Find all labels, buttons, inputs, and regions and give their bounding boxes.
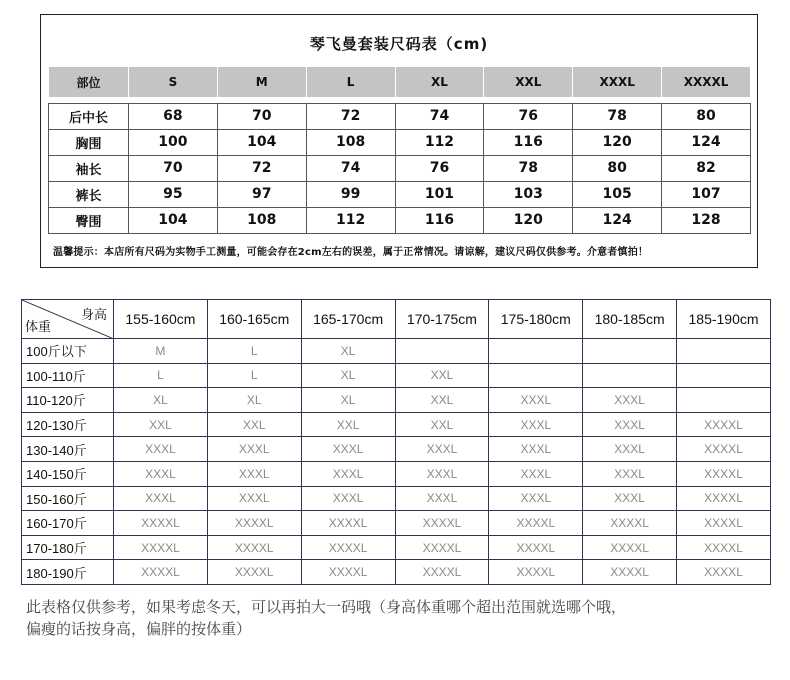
recommended-size-cell: XXXL	[489, 486, 583, 511]
recommended-size-cell: XXXL	[114, 486, 208, 511]
weight-label: 180-190斤	[22, 560, 114, 585]
size-value-cell: 124	[662, 129, 751, 155]
size-recommendation-table	[21, 299, 771, 585]
weight-label: 130-140斤	[22, 437, 114, 462]
size-row	[49, 155, 751, 181]
size-value-cell: 104	[217, 129, 306, 155]
size-value-cell: 108	[306, 129, 395, 155]
size-row-label: 臀围	[49, 207, 129, 233]
size-value-cell: 72	[306, 103, 395, 129]
size-value-cell: 120	[484, 207, 573, 233]
size-value-cell: 82	[662, 155, 751, 181]
recommended-size-cell: XXXXL	[677, 535, 771, 560]
size-value-cell: 80	[662, 103, 751, 129]
size-value-cell: 116	[484, 129, 573, 155]
recommended-size-cell: XXXL	[489, 461, 583, 486]
size-header-cell: L	[306, 67, 395, 97]
recommended-size-cell: XXXL	[395, 461, 489, 486]
size-value-cell: 108	[217, 207, 306, 233]
weight-row	[22, 437, 771, 462]
recommended-size-cell: XXL	[395, 388, 489, 413]
size-value-cell: 78	[573, 103, 662, 129]
recommended-size-cell	[677, 363, 771, 388]
footnote-line: 此表格仅供参考，如果考虑冬天，可以再拍大一码哦（身高体重哪个超出范围就选哪个哦，	[26, 598, 627, 616]
size-value-cell: 70	[217, 103, 306, 129]
size-row	[49, 129, 751, 155]
size-header-cell: XXXXL	[662, 67, 751, 97]
size-row	[49, 181, 751, 207]
size-header-label: 部位	[49, 67, 129, 97]
recommended-size-cell: L	[114, 363, 208, 388]
size-value-cell: 101	[395, 181, 484, 207]
recommended-size-cell: XXXL	[207, 437, 301, 462]
recommended-size-cell: XXXL	[583, 461, 677, 486]
recommended-size-cell: XXXL	[395, 486, 489, 511]
height-header-cell: 170-175cm	[395, 300, 489, 339]
recommended-size-cell: XXXL	[489, 388, 583, 413]
recommended-size-cell: XXXL	[583, 437, 677, 462]
weight-label: 140-150斤	[22, 461, 114, 486]
weight-row	[22, 412, 771, 437]
weight-label: 150-160斤	[22, 486, 114, 511]
recommended-size-cell: XXXXL	[489, 560, 583, 585]
size-value-cell: 100	[129, 129, 218, 155]
recommended-size-cell: XXXXL	[207, 511, 301, 536]
recommended-size-cell: XXL	[207, 412, 301, 437]
weight-row	[22, 486, 771, 511]
size-header-cell: XXXL	[573, 67, 662, 97]
recommended-size-cell: L	[207, 363, 301, 388]
recommended-size-cell: XXXXL	[114, 511, 208, 536]
size-chart-body	[49, 97, 751, 233]
recommended-size-cell: XL	[301, 388, 395, 413]
height-header-row	[22, 300, 771, 339]
weight-row	[22, 363, 771, 388]
size-header-row	[49, 67, 751, 97]
size-value-cell: 107	[662, 181, 751, 207]
recommended-size-cell: XXXL	[583, 388, 677, 413]
corner-height-label: 身高	[80, 307, 107, 322]
recommended-size-cell	[489, 339, 583, 364]
recommended-size-cell: XL	[301, 363, 395, 388]
size-value-cell: 116	[395, 207, 484, 233]
recommended-size-cell: XXXL	[583, 412, 677, 437]
recommended-size-cell: XXXXL	[395, 560, 489, 585]
size-value-cell: 103	[484, 181, 573, 207]
weight-label: 100-110斤	[22, 363, 114, 388]
recommended-size-cell: XXXXL	[677, 461, 771, 486]
recommended-size-cell: XL	[207, 388, 301, 413]
recommended-size-cell: XXXL	[114, 461, 208, 486]
height-header-cell: 165-170cm	[301, 300, 395, 339]
weight-label: 120-130斤	[22, 412, 114, 437]
height-header-cell: 180-185cm	[583, 300, 677, 339]
height-header-cell: 155-160cm	[114, 300, 208, 339]
size-value-cell: 95	[129, 181, 218, 207]
size-value-cell: 72	[217, 155, 306, 181]
recommended-size-cell: XXXXL	[583, 535, 677, 560]
size-row-label: 后中长	[49, 103, 129, 129]
weight-row	[22, 461, 771, 486]
recommended-size-cell	[583, 363, 677, 388]
size-header-cell: XL	[395, 67, 484, 97]
size-chart-title: 琴飞曼套装尺码表（cm)	[309, 35, 489, 53]
recommended-size-cell: XXL	[301, 412, 395, 437]
weight-row	[22, 535, 771, 560]
recommended-size-cell: XXXXL	[114, 535, 208, 560]
size-value-cell: 99	[306, 181, 395, 207]
recommended-size-cell: XXXL	[207, 486, 301, 511]
recommended-size-cell: XXXXL	[114, 560, 208, 585]
size-value-cell: 112	[395, 129, 484, 155]
recommended-size-cell: XXXL	[301, 461, 395, 486]
footnote	[26, 596, 766, 640]
recommended-size-cell: XXXXL	[677, 437, 771, 462]
recommended-size-cell: XXL	[114, 412, 208, 437]
recommended-size-cell: XXXL	[583, 486, 677, 511]
size-row-label: 袖长	[49, 155, 129, 181]
height-header-cell: 175-180cm	[489, 300, 583, 339]
recommended-size-cell: L	[207, 339, 301, 364]
size-note: 温馨提示：本店所有尺码为实物手工测量，可能会存在2cm左右的误差，属于正常情况。请谅解，建议尺码仅供参考。介意者慎拍！	[53, 247, 649, 258]
recommended-size-cell: XXXL	[301, 437, 395, 462]
size-value-cell: 124	[573, 207, 662, 233]
recommended-size-cell: XXXXL	[677, 486, 771, 511]
size-value-cell: 80	[573, 155, 662, 181]
size-value-cell: 128	[662, 207, 751, 233]
size-value-cell: 112	[306, 207, 395, 233]
recommended-size-cell: XXXXL	[395, 535, 489, 560]
size-value-cell: 70	[129, 155, 218, 181]
recommended-size-cell: XXXXL	[489, 535, 583, 560]
size-chart	[40, 14, 758, 268]
recommended-size-cell: XXXL	[489, 437, 583, 462]
size-header-cell: XXL	[484, 67, 573, 97]
recommended-size-cell: XXXL	[114, 437, 208, 462]
recommended-size-cell: XXXL	[395, 437, 489, 462]
recommended-size-cell: XXXL	[489, 412, 583, 437]
recommended-size-cell: XXXL	[207, 461, 301, 486]
weight-row	[22, 511, 771, 536]
recommended-size-cell: XXXXL	[583, 560, 677, 585]
size-row-label: 胸围	[49, 129, 129, 155]
corner-weight-label: 体重	[25, 319, 52, 334]
size-header-cell: S	[129, 67, 218, 97]
size-row	[49, 103, 751, 129]
corner-header	[22, 300, 114, 339]
weight-label: 110-120斤	[22, 388, 114, 413]
size-row-label: 裤长	[49, 181, 129, 207]
size-value-cell: 76	[484, 103, 573, 129]
recommendation-body	[22, 339, 771, 585]
recommended-size-cell: XL	[301, 339, 395, 364]
recommended-size-cell: M	[114, 339, 208, 364]
weight-row	[22, 388, 771, 413]
recommended-size-cell: XXL	[395, 363, 489, 388]
weight-label: 160-170斤	[22, 511, 114, 536]
recommended-size-cell	[677, 388, 771, 413]
size-chart-table	[48, 67, 751, 234]
recommended-size-cell: XXXXL	[489, 511, 583, 536]
weight-row	[22, 339, 771, 364]
recommended-size-cell: XXXXL	[301, 535, 395, 560]
recommended-size-cell: XL	[114, 388, 208, 413]
recommended-size-cell	[583, 339, 677, 364]
size-value-cell: 74	[395, 103, 484, 129]
size-value-cell: 104	[129, 207, 218, 233]
size-value-cell: 105	[573, 181, 662, 207]
size-value-cell: 120	[573, 129, 662, 155]
recommended-size-cell: XXL	[395, 412, 489, 437]
size-value-cell: 97	[217, 181, 306, 207]
recommended-size-cell: XXXXL	[207, 535, 301, 560]
recommended-size-cell: XXXXL	[583, 511, 677, 536]
size-header-cell: M	[217, 67, 306, 97]
size-value-cell: 76	[395, 155, 484, 181]
footnote-line: 偏瘦的话按身高，偏胖的按体重）	[26, 620, 252, 638]
recommended-size-cell	[677, 339, 771, 364]
height-header-cell: 185-190cm	[677, 300, 771, 339]
weight-label: 100斤以下	[22, 339, 114, 364]
weight-label: 170-180斤	[22, 535, 114, 560]
recommended-size-cell	[395, 339, 489, 364]
recommended-size-cell: XXXXL	[301, 560, 395, 585]
height-header-cell: 160-165cm	[207, 300, 301, 339]
weight-row	[22, 560, 771, 585]
recommended-size-cell: XXXXL	[207, 560, 301, 585]
recommended-size-cell: XXXXL	[677, 511, 771, 536]
recommended-size-cell: XXXXL	[301, 511, 395, 536]
recommended-size-cell: XXXL	[301, 486, 395, 511]
recommended-size-cell: XXXXL	[677, 412, 771, 437]
size-value-cell: 78	[484, 155, 573, 181]
recommended-size-cell	[489, 363, 583, 388]
size-row	[49, 207, 751, 233]
recommended-size-cell: XXXXL	[677, 560, 771, 585]
size-value-cell: 74	[306, 155, 395, 181]
recommended-size-cell: XXXXL	[395, 511, 489, 536]
size-value-cell: 68	[129, 103, 218, 129]
